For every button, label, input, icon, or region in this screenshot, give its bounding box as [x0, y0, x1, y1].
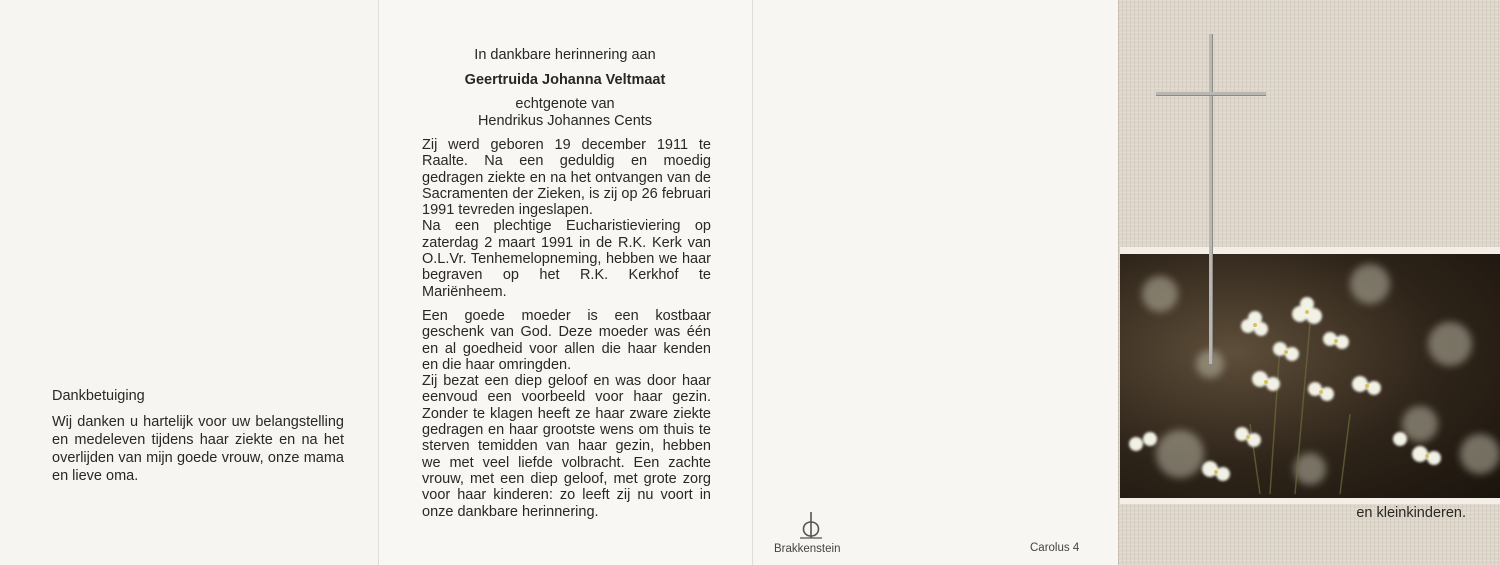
tribute-paragraph	[422, 308, 711, 520]
paragraph-text: Na een plechtige Eucharistieviering op zaterdag 2 maart 1991 in de R.K. Kerk van O.L.Vr. Tenhemelopneming, hebben we haar begraven op het R.K. Kerkhof te Mariënheem.	[422, 218, 711, 300]
fold-line	[752, 0, 753, 565]
thanks-body: Wij danken u hartelijk voor uw belangstelling en medeleven tijdens haar ziekte en na het overlijden van mijn goede vrouw, onze mama en lieve oma.	[52, 414, 344, 484]
intro-line: In dankbare herinnering aan	[474, 47, 656, 63]
biography-paragraph	[422, 137, 711, 300]
deceased-name: Geertruida Johanna Veltmaat	[464, 72, 666, 88]
cross-beam	[1156, 92, 1266, 95]
spouse-name: Hendrikus Johannes Cents	[477, 113, 653, 129]
white-flowers-image	[1120, 254, 1500, 498]
paragraph-text: Zij werd geboren 19 december 1911 te Raalte. Na een geduldig en moedig gedragen ziekte en na het ontvangen van de Sacramenten der Zieken, is zij op 26 februari 1991 tevreden ingeslapen.	[422, 137, 711, 219]
thanks-title: Dankbetuiging	[52, 388, 145, 404]
photo-border	[1120, 498, 1500, 504]
cross-icon	[1209, 34, 1212, 364]
publisher-name: Brakkenstein	[774, 543, 841, 555]
publisher-logo-icon	[797, 510, 825, 540]
fold-line	[1118, 0, 1119, 565]
photo-border	[1120, 247, 1500, 254]
flower-photo	[1120, 254, 1500, 498]
imprint-panel	[752, 0, 1118, 565]
signature-line: en kleinkinderen.	[1356, 505, 1466, 521]
paragraph-text: Zij bezat een diep geloof en was door haar eenvoud een voorbeeld voor haar gezin. Zonder te klagen heeft ze haar zware ziekte gedragen en haar grootste wens om thuis te sterven temidden van haar gezin, hebben we met veel liefde volbracht. Een zachte vrouw, met een diep geloof, met grote zorg voor haar kinderen: zo leeft zij nu voort in onze dankbare herinnering.	[422, 373, 711, 520]
relation-line: echtgenote van	[515, 96, 615, 112]
paragraph-text: Een goede moeder is een kostbaar geschenk van God. Deze moeder was één en al goedheid voor allen die haar kenden en die haar omringden.	[422, 308, 711, 373]
series-label: Carolus 4	[1030, 542, 1080, 554]
